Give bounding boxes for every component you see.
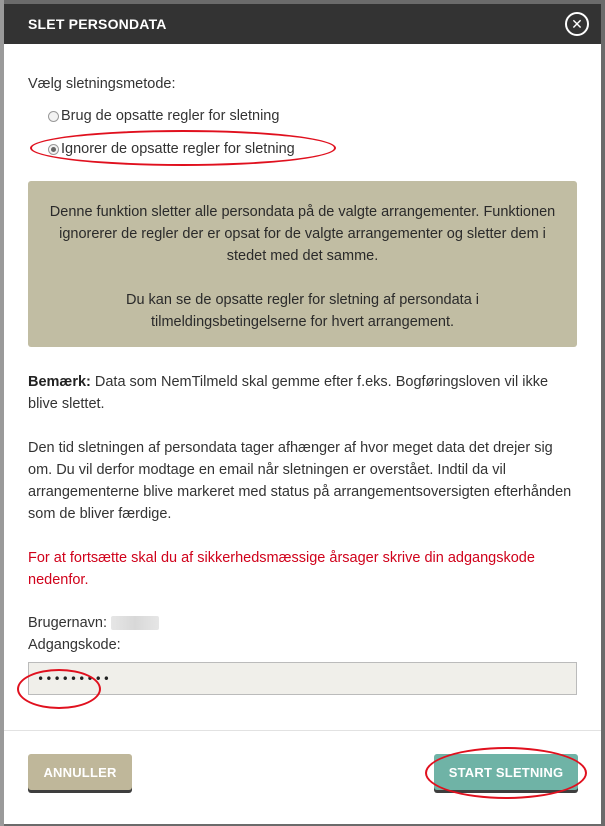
deletion-method-label: Vælg sletningsmetode:	[28, 76, 176, 92]
password-label: Adgangskode:	[28, 637, 121, 653]
username-value-redacted	[111, 616, 159, 630]
radio-label-use-rules[interactable]: Brug de opsatte regler for sletning	[61, 108, 280, 124]
processing-info-text: Den tid sletningen af persondata tager afhænger af hvor meget data det drejer sig om. Du vil derfor modtage en email når sletningen er overstået. Indtil da vil arrangementerne blive markeret med status på arrangementsoversigten efterhånden som de bliver færdige.	[28, 440, 572, 522]
password-field[interactable]: •••••••••	[28, 662, 577, 695]
info-text-1: Denne funktion sletter alle persondata på de valgte arrangementer. Funktionen ignorerer de regler der er opsat for de valgte arrangementer og sletter dem i stedet med det samme.	[49, 204, 556, 264]
username-label: Brugernavn:	[28, 615, 107, 631]
radio-option-use-rules[interactable]	[48, 105, 577, 127]
start-deletion-button[interactable]: START SLETNING	[434, 754, 578, 790]
dialog-header	[4, 4, 601, 44]
note-body: Data som NemTilmeld skal gemme efter f.eks. Bogføringsloven vil ikke blive slettet.	[28, 374, 549, 412]
dialog-title: SLET PERSONDATA	[28, 16, 167, 32]
note-bold-label: Bemærk:	[28, 374, 91, 390]
close-icon[interactable]: ✕	[565, 12, 589, 36]
info-box	[28, 181, 577, 347]
radio-option-ignore-rules[interactable]	[48, 138, 577, 160]
delete-personal-data-dialog	[4, 4, 601, 824]
username-row	[28, 612, 577, 634]
radio-button-use-rules[interactable]	[48, 111, 59, 122]
note-text	[28, 371, 577, 415]
password-warning-text: For at fortsætte skal du af sikkerhedsmæssige årsager skrive din adgangskode nedenfor.	[28, 550, 535, 588]
cancel-button[interactable]: ANNULLER	[28, 754, 132, 790]
info-text-2: Du kan se de opsatte regler for sletning af persondata i tilmeldingsbetingelserne for hvert arrangement.	[125, 292, 480, 330]
dialog-body	[4, 73, 601, 695]
radio-button-ignore-rules[interactable]	[48, 144, 59, 155]
radio-label-ignore-rules[interactable]: Ignorer de opsatte regler for sletning	[61, 141, 295, 157]
footer-divider	[4, 730, 601, 731]
